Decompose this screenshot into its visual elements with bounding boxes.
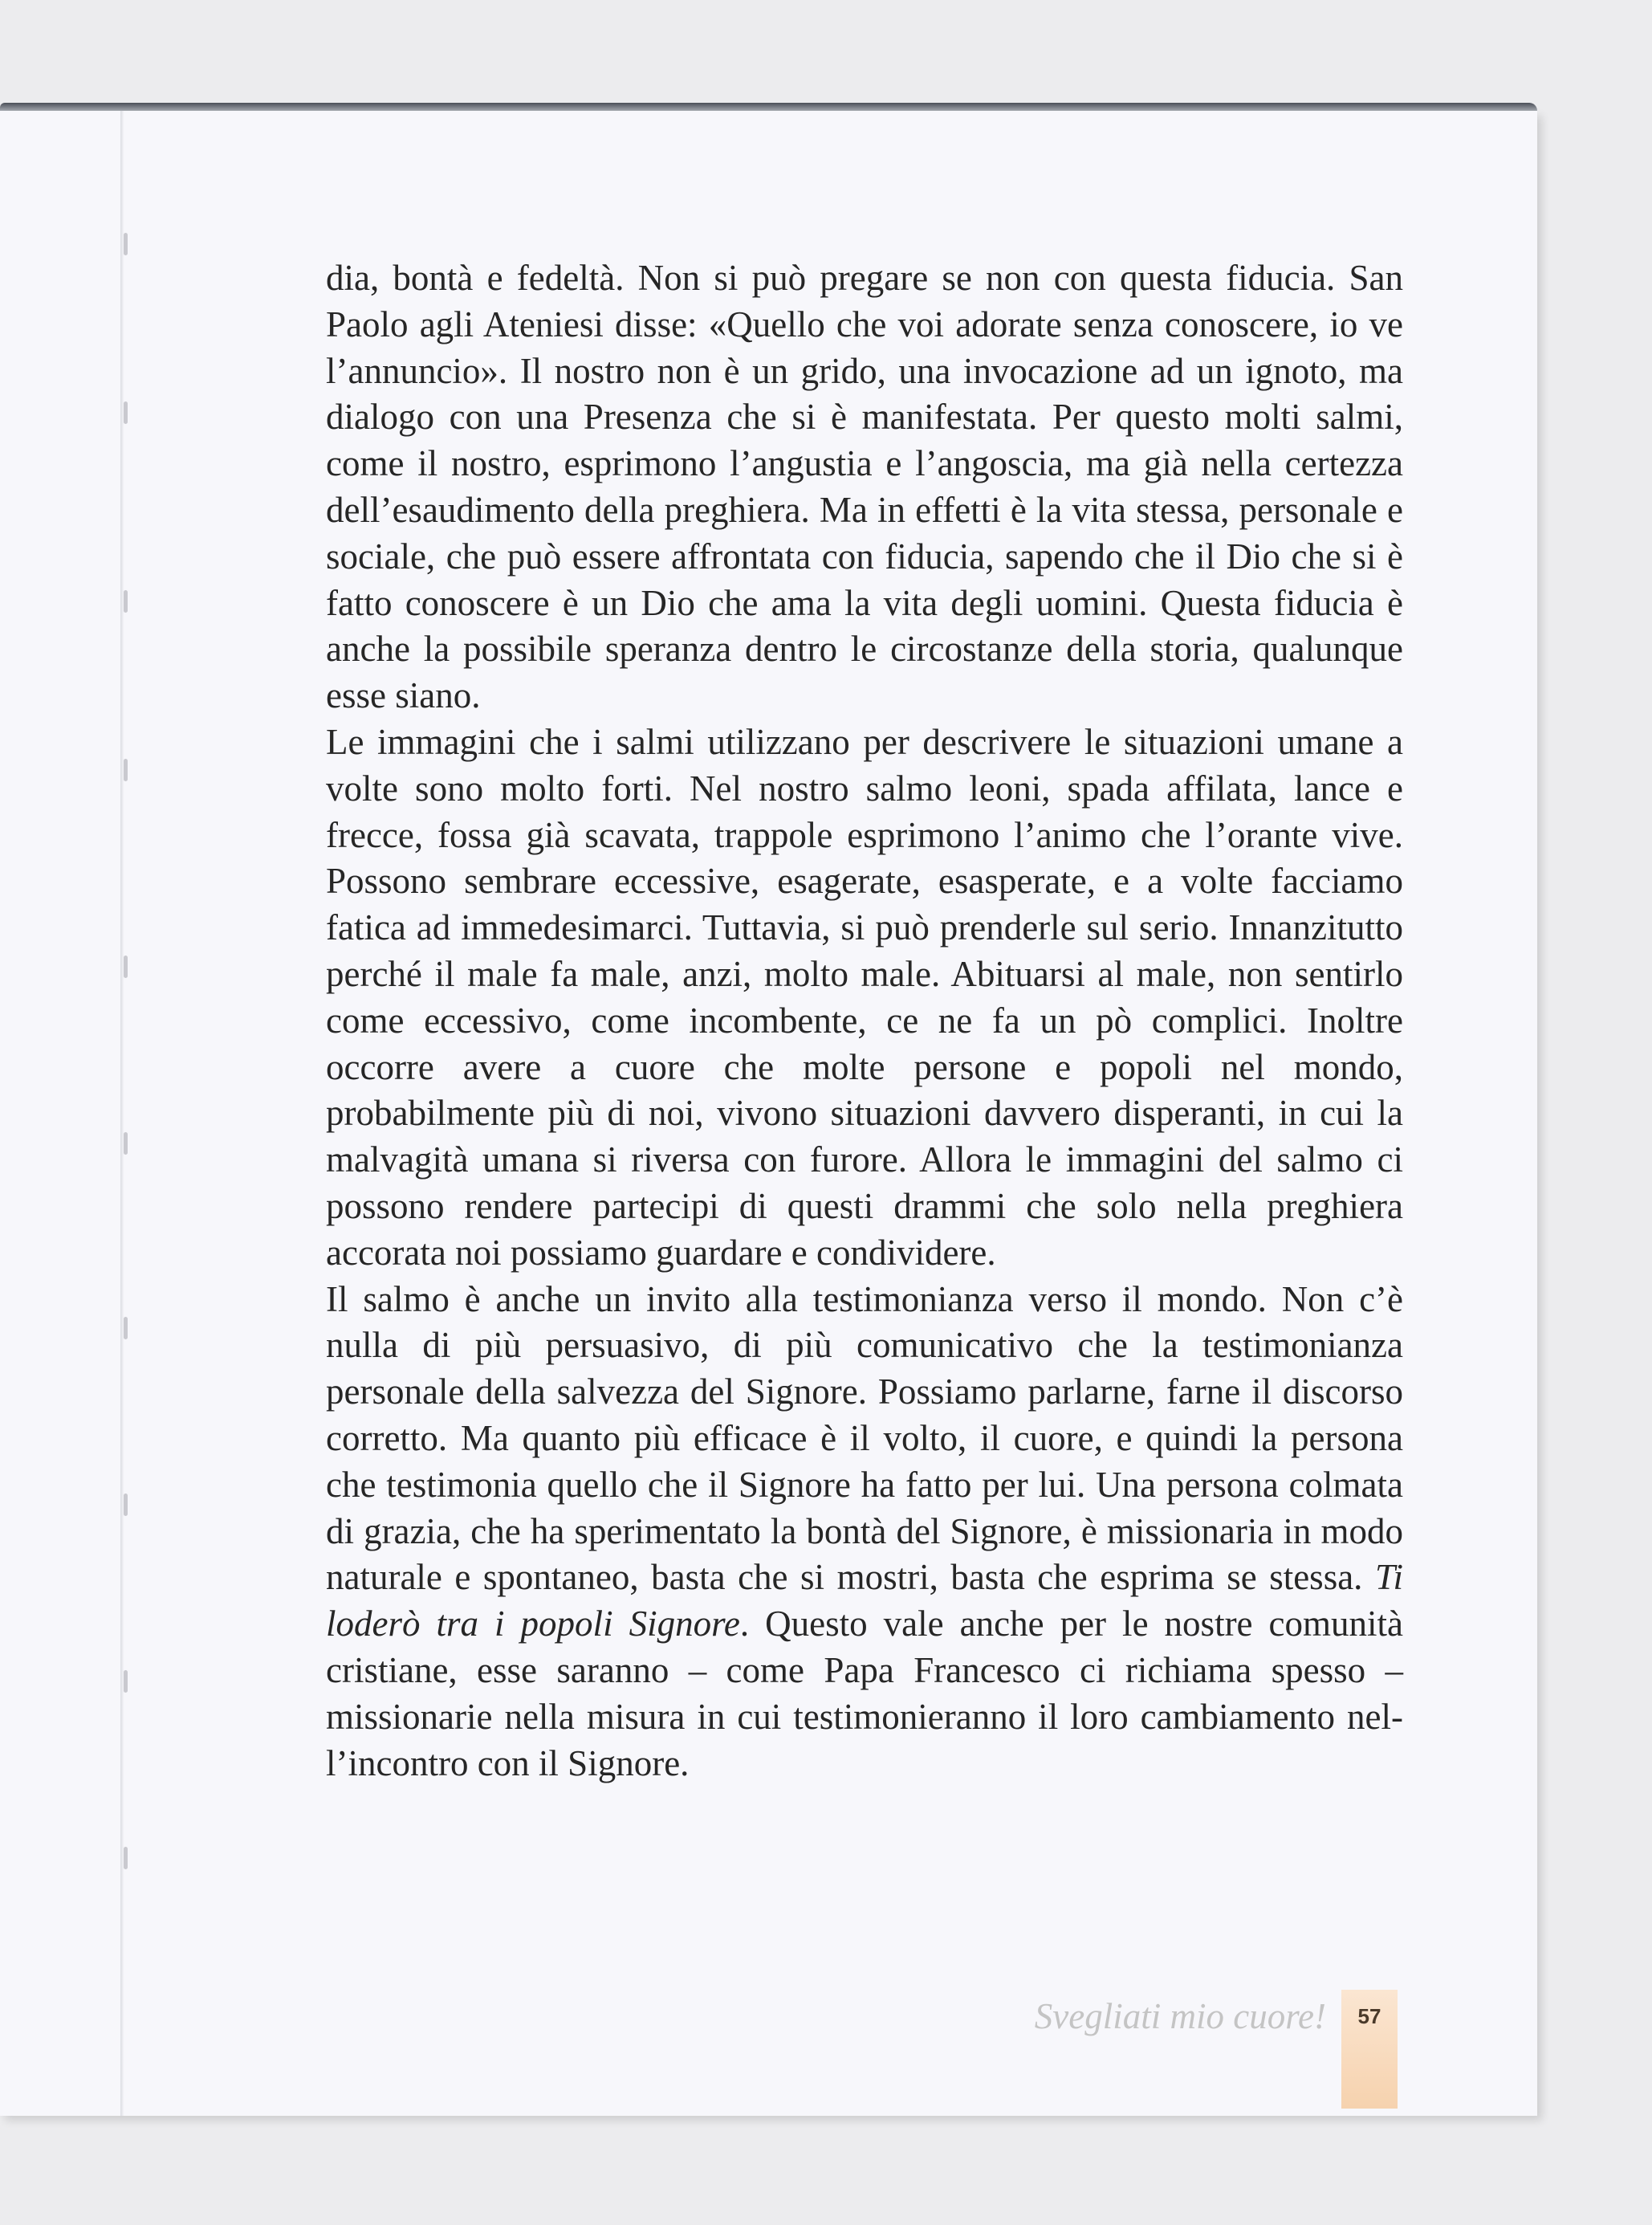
binding-stitch (124, 401, 128, 424)
paragraph-text: Le immagini che i salmi utilizzano per descrivere le situazioni umane a volte sono molto forti. Nel nostro salmo leoni, spada affilata, lance e frecce, fossa già scavata, trappole esprimono l’animo che l’orante vive. Possono sembrare eccessive, esagerate, esasperate, e a volte facciamo fatica ad immedesimarci. Tuttavia, si può prenderle sul serio. Innanzitutto perché il male fa male, anzi, molto male. Abituarsi al male, non sentirlo come eccessivo, come incombente, ce ne fa un pò complici. Inoltre occorre avere a cuore che molte persone e popoli nel mondo, probabilmente più di noi, vivono situazioni davvero disperanti, in cui la malvagità umana si riversa con furore. Allora le immagini del salmo ci possono rendere partecipi di questi drammi che solo nella preghiera accorata noi possiamo guardare e condividere. (326, 721, 1403, 1273)
paragraph (326, 719, 1403, 1277)
paragraph: dia, bontà e fedeltà. Non si può pregare se non con questa fiducia. San Paolo agli Ateniesi disse: «Quello che voi adorate senza conoscere, io ve l’annuncio». Il nostro non è un grido, una invocazione ad un ignoto, ma dialogo con una Presenza che si è manifestata. Per questo molti salmi, come il nostro, esprimono l’angustia e l’angoscia, ma già nella certezza dell’esaudimento della preghiera. Ma in effetti è la vita stessa, personale e sociale, che può essere affrontata con fiducia, sapendo che il Dio che si è fatto conoscere è un Dio che ama la vita degli uomini. Questa fiducia è anche la possibile speranza dentro le circostanze della storia, qualunque esse siano. (326, 258, 1403, 716)
paragraph (326, 1277, 1403, 1787)
binding-stitch (124, 590, 128, 613)
binding-stitch (124, 1317, 128, 1339)
body-text (326, 255, 1403, 1787)
binding-stitch (124, 759, 128, 781)
binding-stitch (124, 1670, 128, 1693)
binding-stitch (124, 1132, 128, 1155)
page-number-tab (1341, 1990, 1398, 2109)
binding-stitch (124, 1847, 128, 1869)
paragraph-text: . Questo vale anche per le nostre comunità cristiane, esse saranno – come Papa Francesco ci richiama spesso – missionarie nella misura in cui testimonieranno il loro cambiamento nell’incontro con il Signore. (326, 1604, 1403, 1783)
running-footer-title: Svegliati mio cuore! (1034, 1996, 1326, 2036)
italic-quote: Ti loderò tra i popoli Signore (326, 1557, 1403, 1644)
binding-stitch (124, 233, 128, 255)
paragraph-text: Il salmo è anche un invito alla testimonianza verso il mondo. Non c’è nulla di più persuasivo, di più comunicativo che la testimonianza personale della salvezza del Signore. Possiamo parlarne, farne il discorso corretto. Ma quanto più efficace è il volto, il cuore, e quindi la persona che testimonia quello che il Signore ha fatto per lui. Una persona colmata di grazia, che ha sperimentato la bontà del Signore, è missionaria in modo naturale e spontaneo, basta che si mostri, basta che esprima se stessa. (326, 1278, 1403, 1598)
binding-stitch (124, 1494, 128, 1516)
binding-stitch (124, 956, 128, 978)
page-number: 57 (1357, 2004, 1381, 2028)
